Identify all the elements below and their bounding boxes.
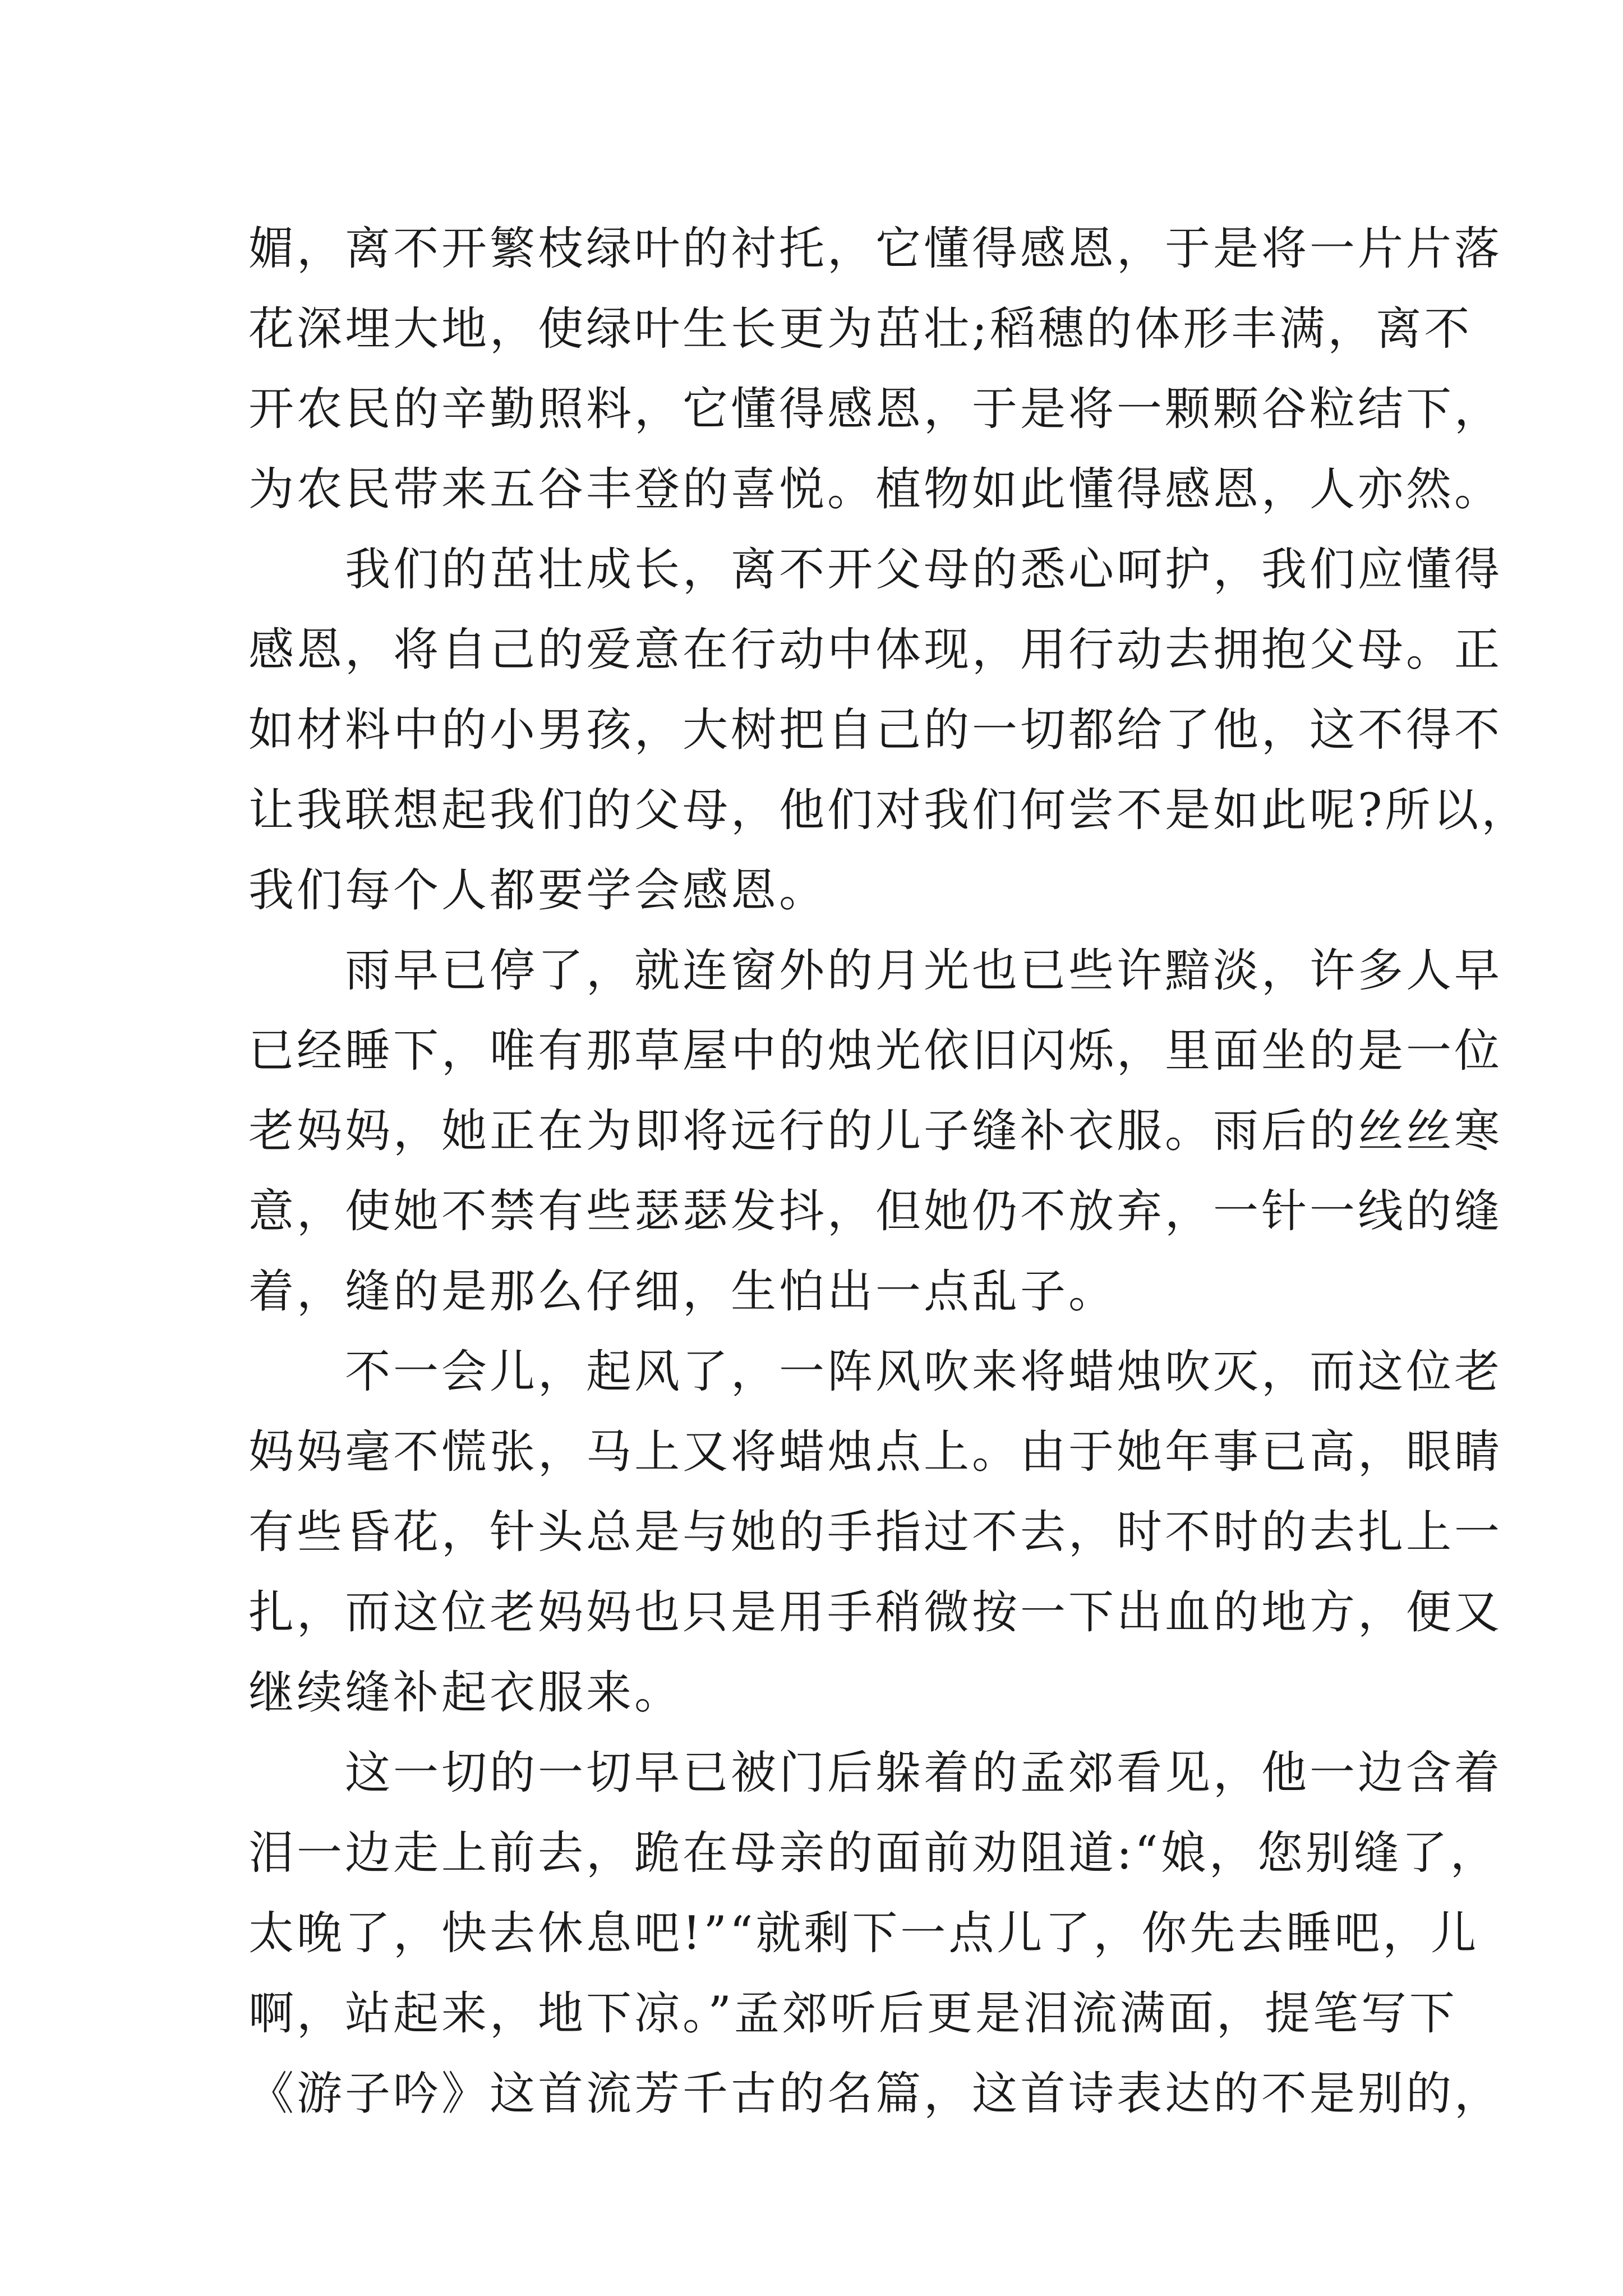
text-line: 扎，而这位老妈妈也只是用手稍微按一下出血的地方，便又 — [248, 1586, 1503, 1639]
text-line: 花深埋大地，使绿叶生长更为茁壮;稻穗的体形丰满，离不 — [248, 303, 1473, 356]
text-line: 为农民带来五谷丰登的喜悦。植物如此懂得感恩，人亦然。 — [248, 463, 1503, 516]
text-line: 让我联想起我们的父母，他们对我们何尝不是如此呢?所以， — [248, 784, 1530, 837]
text-line: 着，缝的是那么仔细，生怕出一点乱子。 — [248, 1266, 1117, 1318]
text-line: 如材料中的小男孩，大树把自己的一切都给了他，这不得不 — [248, 704, 1503, 757]
text-line: 继续缝补起衣服来。 — [248, 1667, 683, 1719]
text-line: 这一切的一切早已被门后躲着的孟郊看见，他一边含着 — [345, 1747, 1503, 1800]
text-line: 《游子吟》这首流芳千古的名篇，这首诗表达的不是别的， — [248, 2068, 1503, 2120]
text-line: 老妈妈，她正在为即将远行的儿子缝补衣服。雨后的丝丝寒 — [248, 1105, 1503, 1158]
text-line: 已经睡下，唯有那草屋中的烛光依旧闪烁，里面坐的是一位 — [248, 1025, 1503, 1078]
text-line: 我们的茁壮成长，离不开父母的悉心呵护，我们应懂得 — [345, 544, 1503, 596]
text-line: 妈妈毫不慌张，马上又将蜡烛点上。由于她年事已高，眼睛 — [248, 1426, 1503, 1479]
text-line: 雨早已停了，就连窗外的月光也已些许黯淡，许多人早 — [345, 945, 1503, 997]
text-line: 感恩，将自己的爱意在行动中体现，用行动去拥抱父母。正 — [248, 624, 1503, 677]
text-line: 啊，站起来，地下凉。”孟郊听后更是泪流满面，提笔写下 — [248, 1987, 1458, 2040]
text-line: 不一会儿，起风了，一阵风吹来将蜡烛吹灭，而这位老 — [345, 1346, 1503, 1398]
text-line: 太晚了，快去休息吧!”“就剩下一点儿了，你先去睡吧，儿 — [248, 1907, 1479, 1960]
text-line: 泪一边走上前去，跪在母亲的面前劝阻道:“娘，您别缝了， — [248, 1827, 1498, 1880]
text-line: 媚，离不开繁枝绿叶的衬托，它懂得感恩，于是将一片片落 — [248, 223, 1503, 275]
text-line: 我们每个人都要学会感恩。 — [248, 864, 828, 917]
text-line: 开农民的辛勤照料，它懂得感恩，于是将一颗颗谷粒结下， — [248, 383, 1503, 436]
document-body — [248, 209, 1530, 2134]
text-line: 意，使她不禁有些瑟瑟发抖，但她仍不放弃，一针一线的缝 — [248, 1185, 1503, 1238]
text-line: 有些昏花，针头总是与她的手指过不去，时不时的去扎上一 — [248, 1506, 1503, 1559]
